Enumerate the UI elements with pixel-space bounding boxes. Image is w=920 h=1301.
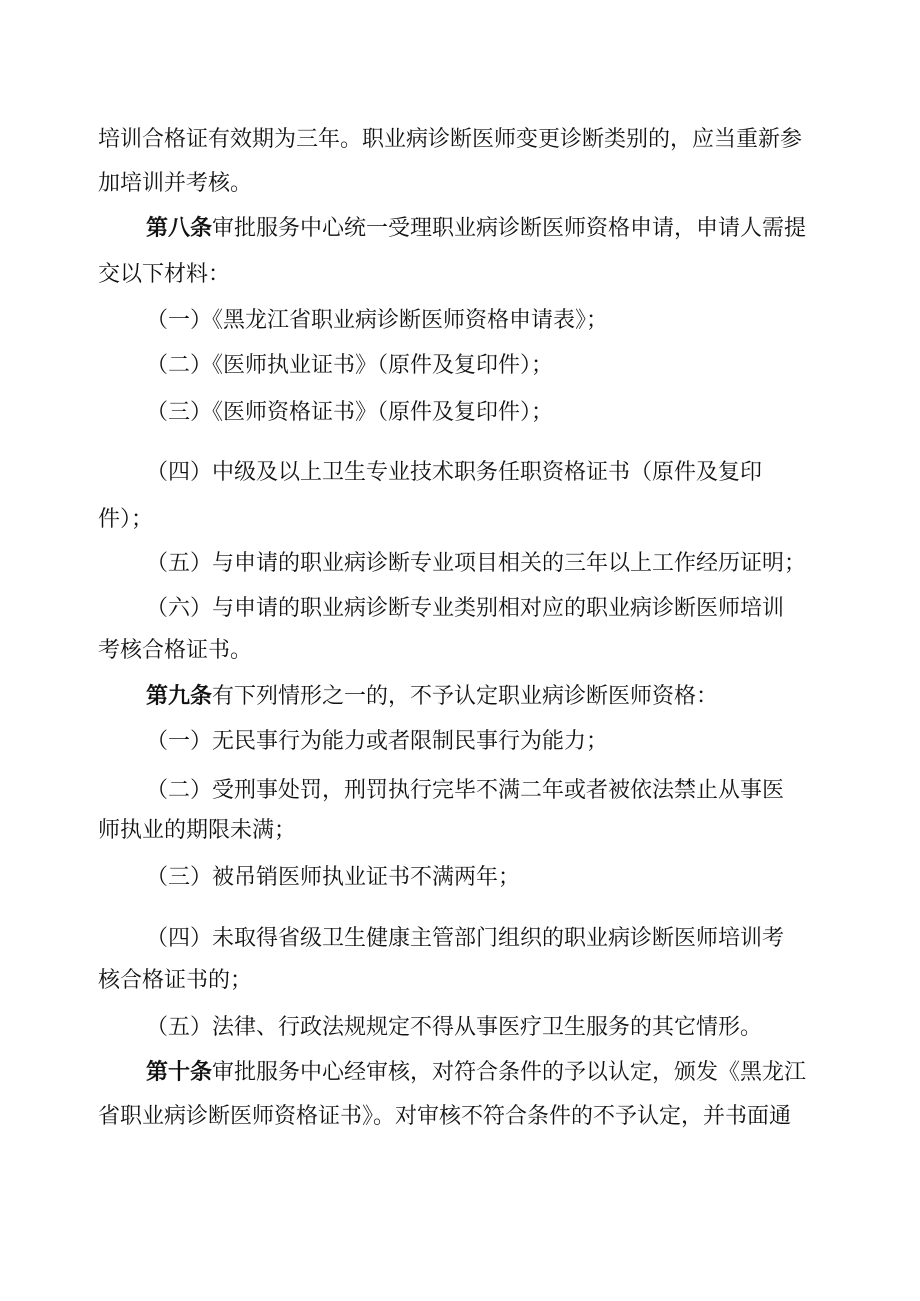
list-item: （三）被吊销医师执业证书不满两年； <box>146 865 521 890</box>
list-item: （四）未取得省级卫生健康主管部门组织的职业病诊断医师培训考 <box>146 926 785 951</box>
list-item: （一）《黑龙江省职业病诊断医师资格申请表》； <box>146 308 609 333</box>
article-8-text: 审批服务中心统一受理职业病诊断医师资格申请，申请人需提 <box>212 216 807 241</box>
list-item-continuation: 考核合格证书。 <box>98 638 253 663</box>
article-10-line <box>146 1058 806 1088</box>
list-item: （一）无民事行为能力或者限制民事行为能力； <box>146 729 609 754</box>
list-item: （二）受刑事处罚，刑罚执行完毕不满二年或者被依法禁止从事医 <box>146 778 785 803</box>
list-item: （五）与申请的职业病诊断专业项目相关的三年以上工作经历证明； <box>146 551 807 576</box>
article-8-heading: 第八条 <box>146 216 213 241</box>
list-item: （四）中级及以上卫生专业技术职务任职资格证书（原件及复印 <box>146 460 763 485</box>
list-item-continuation: 核合格证书的； <box>98 968 253 993</box>
article-9-line <box>146 682 718 712</box>
list-item-continuation: 师执业的期限未满； <box>98 818 297 843</box>
list-item: （二）《医师执业证书》（原件及复印件）； <box>146 353 554 378</box>
paragraph-line: 加培训并考核。 <box>98 171 253 196</box>
list-item: （五）法律、行政法规规定不得从事医疗卫生服务的其它情形。 <box>146 1015 763 1040</box>
list-item: （三）《医师资格证书》（原件及复印件）； <box>146 400 554 425</box>
list-item-continuation: 件）； <box>98 507 154 532</box>
article-10-heading: 第十条 <box>146 1060 213 1085</box>
article-10-text: 审批服务中心经审核，对符合条件的予以认定，颁发《黑龙江 <box>212 1060 807 1085</box>
list-item: （六）与申请的职业病诊断专业类别相对应的职业病诊断医师培训 <box>146 596 785 621</box>
article-8-line <box>146 214 806 244</box>
article-9-text: 有下列情形之一的，不予认定职业病诊断医师资格： <box>212 684 719 709</box>
paragraph-line: 省职业病诊断医师资格证书》。对审核不符合条件的不予认定，并书面通 <box>98 1104 792 1129</box>
article-9-heading: 第九条 <box>146 684 213 709</box>
paragraph-line: 培训合格证有效期为三年。职业病诊断医师变更诊断类别的，应当重新参 <box>98 127 803 152</box>
paragraph-line: 交以下材料： <box>98 262 231 287</box>
